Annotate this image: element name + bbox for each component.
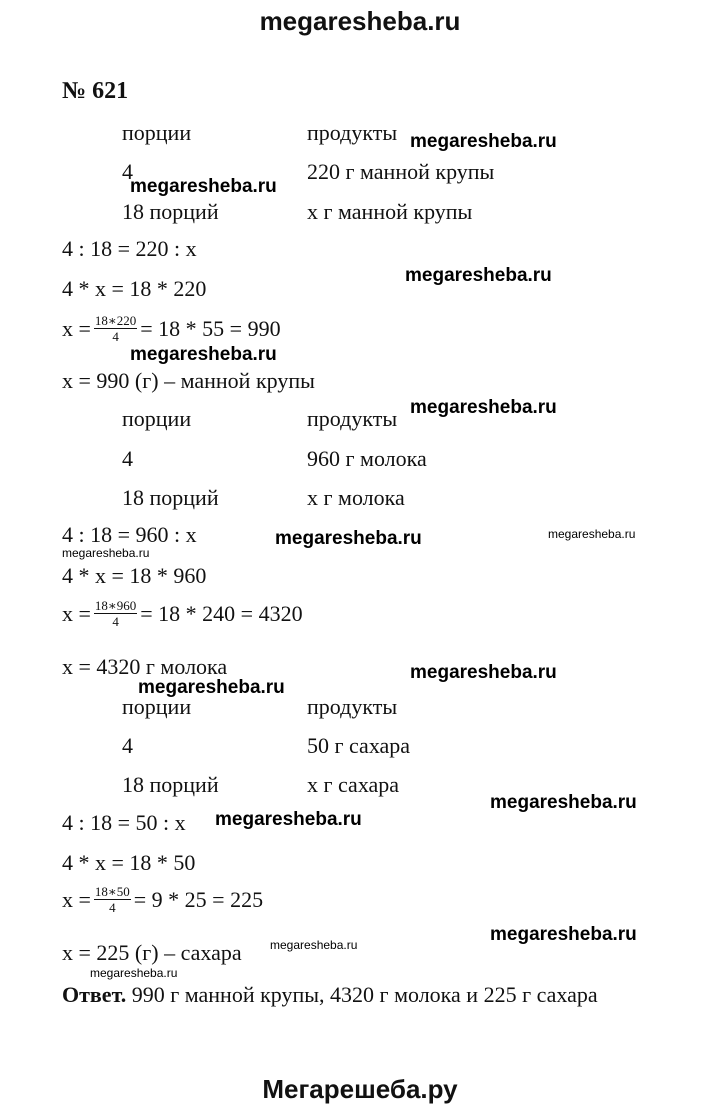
fraction-denominator: 4 [109, 900, 116, 915]
fraction-equation [62, 884, 263, 915]
col-header-products: продукты [307, 694, 398, 719]
result-line: x = 990 (г) – манной крупы [62, 368, 315, 393]
answer-line [62, 982, 598, 1008]
col-header-products: продукты [307, 120, 398, 145]
row-product-value: 220 г манной крупы [307, 159, 495, 184]
row-portions-value: 4 [122, 446, 133, 471]
equation-line: 4 * x = 18 * 220 [62, 276, 207, 301]
watermark: megaresheba.ru [548, 527, 636, 541]
result-line: x = 4320 г молока [62, 654, 228, 679]
page-header: megaresheba.ru [259, 6, 461, 36]
col-header-portions: порции [122, 120, 192, 145]
row-product-value: x г сахара [307, 772, 400, 797]
watermark: megaresheba.ru [62, 546, 150, 560]
row-product-value: x г молока [307, 485, 405, 510]
fraction-numerator: 18∗960 [94, 598, 137, 613]
fraction [94, 598, 137, 629]
fraction-numerator: 18∗50 [94, 884, 130, 899]
row-portions-value: 4 [122, 159, 133, 184]
equation-line: 4 * x = 18 * 50 [62, 850, 196, 875]
row-product-value: x г манной крупы [307, 199, 473, 224]
col-header-products: продукты [307, 406, 398, 431]
watermark: megaresheba.ru [405, 265, 552, 286]
row-portions-value: 4 [122, 733, 133, 758]
eq-suffix: = 9 * 25 = 225 [133, 886, 264, 912]
fraction-equation [62, 598, 303, 629]
answer-text: 990 г манной крупы, 4320 г молока и 225 г сахара [126, 982, 598, 1007]
fraction [94, 884, 131, 915]
page-footer: Мегарешеба.ру [262, 1074, 458, 1104]
proportion-line: 4 : 18 = 50 : x [62, 810, 186, 835]
row-portions-value: 18 порций [122, 199, 219, 224]
watermark: megaresheba.ru [410, 397, 557, 418]
proportion-line: 4 : 18 = 220 : x [62, 236, 197, 261]
col-header-portions: порции [122, 406, 192, 431]
watermark: megaresheba.ru [130, 176, 277, 197]
eq-suffix: = 18 * 55 = 990 [140, 315, 281, 341]
fraction-denominator: 4 [112, 614, 119, 629]
fraction-equation [62, 313, 281, 344]
equation-line: 4 * x = 18 * 960 [62, 563, 207, 588]
fraction-denominator: 4 [112, 329, 119, 344]
fraction-numerator: 18∗220 [94, 313, 137, 328]
watermark: megaresheba.ru [410, 131, 557, 152]
eq-suffix: = 18 * 240 = 4320 [140, 600, 303, 626]
row-product-value: 960 г молока [307, 446, 427, 471]
fraction [94, 313, 137, 344]
task-number: № 621 [62, 78, 129, 104]
result-line: x = 225 (г) – сахара [62, 940, 242, 965]
watermark: megaresheba.ru [490, 792, 637, 813]
watermark: megaresheba.ru [275, 528, 422, 549]
watermark: megaresheba.ru [138, 677, 285, 698]
proportion-line: 4 : 18 = 960 : x [62, 522, 197, 547]
eq-prefix: x = [62, 600, 91, 626]
watermark: megaresheba.ru [215, 809, 362, 830]
row-portions-value: 18 порций [122, 485, 219, 510]
watermark: megaresheba.ru [270, 938, 358, 952]
watermark: megaresheba.ru [90, 966, 178, 980]
eq-prefix: x = [62, 315, 91, 341]
row-product-value: 50 г сахара [307, 733, 411, 758]
answer-label: Ответ. [62, 982, 127, 1007]
eq-prefix: x = [62, 886, 91, 912]
watermark: megaresheba.ru [490, 924, 637, 945]
watermark: megaresheba.ru [410, 662, 557, 683]
col-header-portions: порции [122, 694, 192, 719]
row-portions-value: 18 порций [122, 772, 219, 797]
watermark: megaresheba.ru [130, 344, 277, 365]
